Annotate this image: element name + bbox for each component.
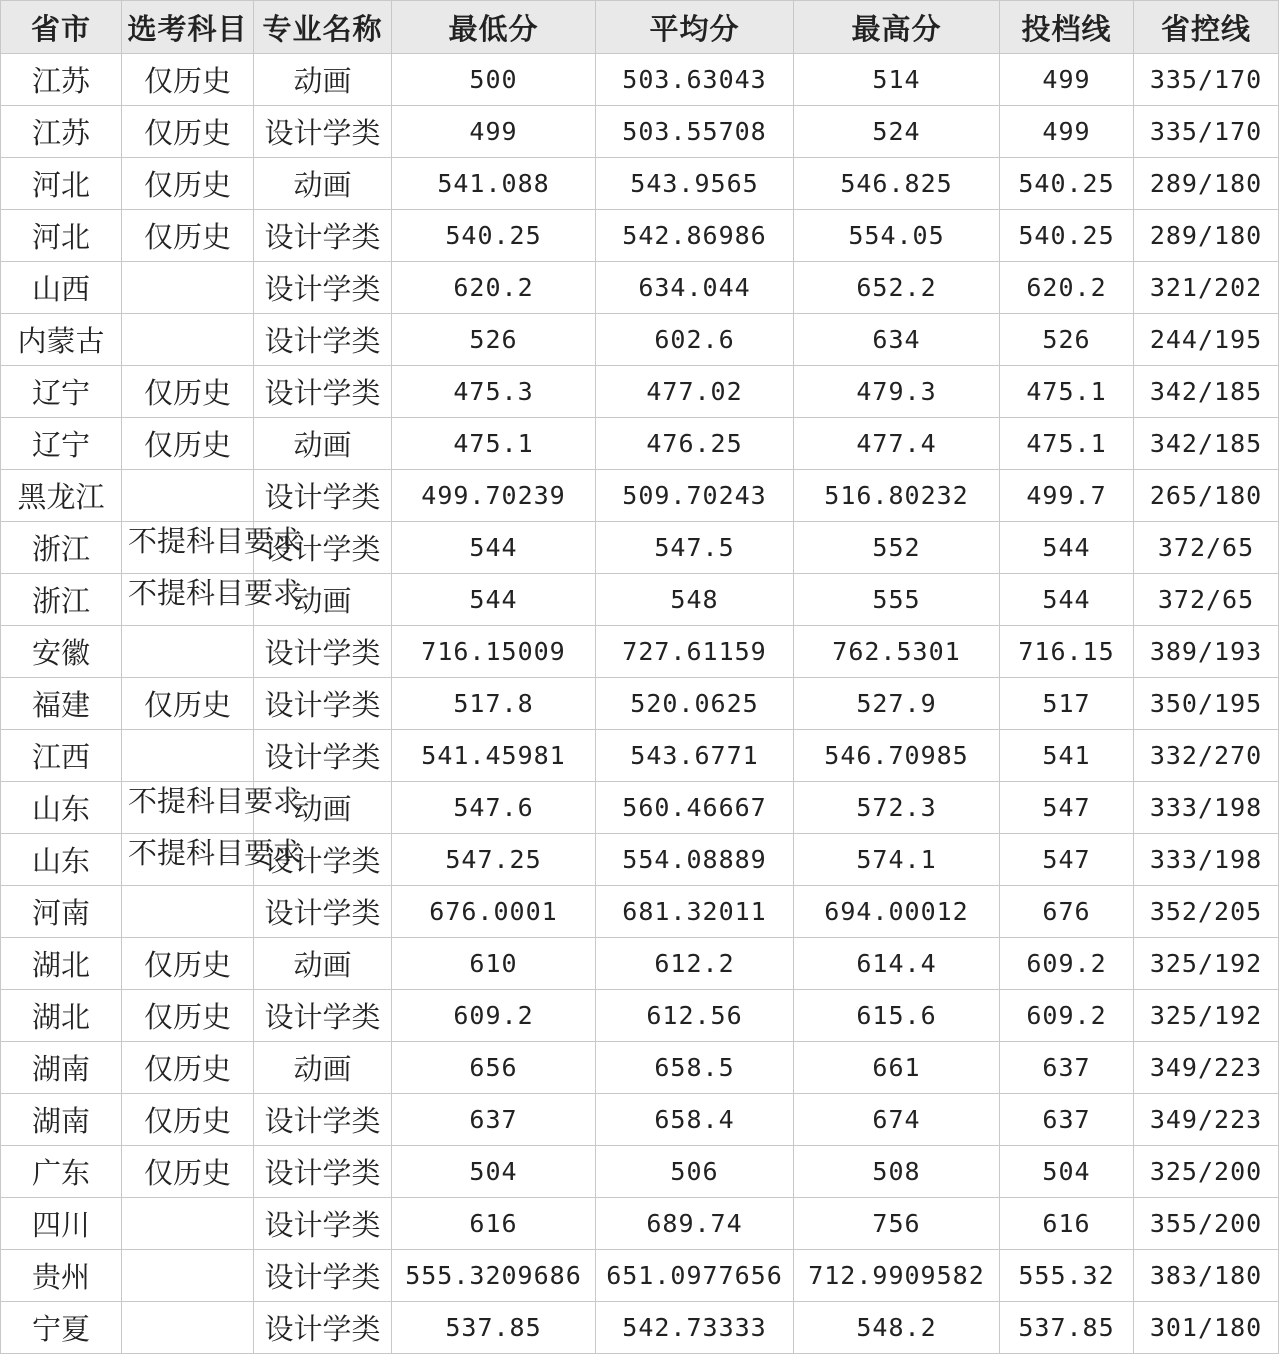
cell-province: 宁夏 — [1, 1302, 122, 1354]
cell-subject: 仅历史 — [122, 106, 254, 158]
cell-avg-score: 548 — [596, 574, 794, 626]
cell-major: 动画 — [254, 574, 392, 626]
cell-province: 广东 — [1, 1146, 122, 1198]
cell-control-line: 349/223 — [1134, 1094, 1279, 1146]
cell-control-line: 332/270 — [1134, 730, 1279, 782]
cell-subject — [122, 1250, 254, 1302]
cell-cutoff-line: 499 — [1000, 54, 1134, 106]
cell-cutoff-line: 541 — [1000, 730, 1134, 782]
cell-major: 动画 — [254, 782, 392, 834]
cell-province: 山东 — [1, 782, 122, 834]
cell-max-score: 614.4 — [794, 938, 1000, 990]
cell-province: 山东 — [1, 834, 122, 886]
cell-control-line: 383/180 — [1134, 1250, 1279, 1302]
cell-max-score: 674 — [794, 1094, 1000, 1146]
cell-major: 设计学类 — [254, 834, 392, 886]
cell-subject: 仅历史 — [122, 210, 254, 262]
cell-province: 河南 — [1, 886, 122, 938]
cell-subject — [122, 314, 254, 366]
cell-major: 设计学类 — [254, 990, 392, 1042]
header-row — [1, 1, 1279, 54]
cell-cutoff-line: 620.2 — [1000, 262, 1134, 314]
table-row — [1, 106, 1279, 158]
cell-subject: 仅历史 — [122, 678, 254, 730]
cell-major: 设计学类 — [254, 626, 392, 678]
cell-max-score: 712.9909582 — [794, 1250, 1000, 1302]
cell-major: 设计学类 — [254, 366, 392, 418]
cell-max-score: 574.1 — [794, 834, 1000, 886]
cell-min-score: 526 — [392, 314, 596, 366]
cell-avg-score: 542.86986 — [596, 210, 794, 262]
cell-min-score: 537.85 — [392, 1302, 596, 1354]
cell-avg-score: 612.2 — [596, 938, 794, 990]
cell-control-line: 352/205 — [1134, 886, 1279, 938]
cell-major: 设计学类 — [254, 886, 392, 938]
cell-major: 动画 — [254, 938, 392, 990]
table-row — [1, 158, 1279, 210]
cell-control-line: 389/193 — [1134, 626, 1279, 678]
cell-cutoff-line: 609.2 — [1000, 990, 1134, 1042]
cell-avg-score: 477.02 — [596, 366, 794, 418]
cell-avg-score: 520.0625 — [596, 678, 794, 730]
cell-avg-score: 658.4 — [596, 1094, 794, 1146]
cell-subject: 仅历史 — [122, 158, 254, 210]
cell-max-score: 762.5301 — [794, 626, 1000, 678]
cell-subject-text: 不提科目要求 — [128, 836, 303, 870]
table-row — [1, 1302, 1279, 1354]
cell-cutoff-line: 475.1 — [1000, 418, 1134, 470]
cell-max-score: 634 — [794, 314, 1000, 366]
cell-control-line: 325/200 — [1134, 1146, 1279, 1198]
cell-subject-text: 不提科目要求 — [128, 576, 303, 610]
cell-control-line: 349/223 — [1134, 1042, 1279, 1094]
cell-province: 浙江 — [1, 574, 122, 626]
cell-subject: 仅历史 — [122, 1094, 254, 1146]
cell-major: 设计学类 — [254, 522, 392, 574]
cell-control-line: 321/202 — [1134, 262, 1279, 314]
cell-subject: 仅历史 — [122, 366, 254, 418]
cell-province: 山西 — [1, 262, 122, 314]
cell-cutoff-line: 547 — [1000, 782, 1134, 834]
cell-subject — [122, 886, 254, 938]
cell-province: 江西 — [1, 730, 122, 782]
cell-province: 四川 — [1, 1198, 122, 1250]
cell-subject — [122, 522, 303, 574]
cell-control-line: 335/170 — [1134, 106, 1279, 158]
cell-major: 设计学类 — [254, 314, 392, 366]
cell-cutoff-line: 637 — [1000, 1094, 1134, 1146]
cell-cutoff-line: 637 — [1000, 1042, 1134, 1094]
cell-min-score: 609.2 — [392, 990, 596, 1042]
cell-control-line: 333/198 — [1134, 834, 1279, 886]
cell-control-line: 342/185 — [1134, 418, 1279, 470]
cell-avg-score: 542.73333 — [596, 1302, 794, 1354]
header-min-score: 最低分 — [392, 1, 596, 54]
cell-max-score: 572.3 — [794, 782, 1000, 834]
cell-major: 设计学类 — [254, 1198, 392, 1250]
cell-province: 湖北 — [1, 938, 122, 990]
cell-cutoff-line: 517 — [1000, 678, 1134, 730]
table-row — [1, 418, 1279, 470]
cell-control-line: 244/195 — [1134, 314, 1279, 366]
cell-min-score: 499.70239 — [392, 470, 596, 522]
cell-province: 福建 — [1, 678, 122, 730]
header-subject: 选考科目 — [122, 1, 254, 54]
cell-major: 动画 — [254, 54, 392, 106]
cell-province: 湖南 — [1, 1094, 122, 1146]
cell-avg-score: 506 — [596, 1146, 794, 1198]
cell-cutoff-line: 716.15 — [1000, 626, 1134, 678]
cell-province: 浙江 — [1, 522, 122, 574]
cell-max-score: 554.05 — [794, 210, 1000, 262]
cell-subject-text: 不提科目要求 — [128, 524, 303, 558]
cell-major: 设计学类 — [254, 730, 392, 782]
cell-major: 设计学类 — [254, 1250, 392, 1302]
cell-avg-score: 543.9565 — [596, 158, 794, 210]
cell-subject: 仅历史 — [122, 418, 254, 470]
cell-min-score: 555.3209686 — [392, 1250, 596, 1302]
cell-avg-score: 476.25 — [596, 418, 794, 470]
table-row — [1, 938, 1279, 990]
cell-major: 设计学类 — [254, 106, 392, 158]
table-row — [1, 314, 1279, 366]
table-row — [1, 730, 1279, 782]
cell-subject: 仅历史 — [122, 1146, 254, 1198]
cell-max-score: 524 — [794, 106, 1000, 158]
cell-subject — [122, 834, 303, 886]
cell-control-line: 289/180 — [1134, 158, 1279, 210]
cell-control-line: 355/200 — [1134, 1198, 1279, 1250]
cell-min-score: 504 — [392, 1146, 596, 1198]
cell-control-line: 342/185 — [1134, 366, 1279, 418]
cell-subject: 仅历史 — [122, 54, 254, 106]
cell-max-score: 527.9 — [794, 678, 1000, 730]
cell-max-score: 555 — [794, 574, 1000, 626]
table-row — [1, 262, 1279, 314]
cell-avg-score: 681.32011 — [596, 886, 794, 938]
cell-cutoff-line: 537.85 — [1000, 1302, 1134, 1354]
cell-max-score: 552 — [794, 522, 1000, 574]
cell-cutoff-line: 555.32 — [1000, 1250, 1134, 1302]
cell-min-score: 676.0001 — [392, 886, 596, 938]
cell-max-score: 477.4 — [794, 418, 1000, 470]
cell-province: 江苏 — [1, 54, 122, 106]
cell-avg-score: 602.6 — [596, 314, 794, 366]
cell-subject — [122, 782, 303, 834]
cell-avg-score: 547.5 — [596, 522, 794, 574]
cell-control-line: 372/65 — [1134, 522, 1279, 574]
cell-major: 设计学类 — [254, 1302, 392, 1354]
cell-max-score: 479.3 — [794, 366, 1000, 418]
cell-min-score: 610 — [392, 938, 596, 990]
cell-major: 动画 — [254, 158, 392, 210]
cell-max-score: 694.00012 — [794, 886, 1000, 938]
cell-min-score: 544 — [392, 574, 596, 626]
cell-subject — [122, 1198, 254, 1250]
cell-control-line: 372/65 — [1134, 574, 1279, 626]
cell-major: 设计学类 — [254, 262, 392, 314]
cell-subject: 仅历史 — [122, 938, 254, 990]
table-row — [1, 1146, 1279, 1198]
table-row — [1, 366, 1279, 418]
cell-cutoff-line: 499 — [1000, 106, 1134, 158]
cell-max-score: 516.80232 — [794, 470, 1000, 522]
cell-province: 辽宁 — [1, 418, 122, 470]
cell-control-line: 325/192 — [1134, 990, 1279, 1042]
cell-cutoff-line: 544 — [1000, 522, 1134, 574]
cell-max-score: 652.2 — [794, 262, 1000, 314]
cell-min-score: 547.25 — [392, 834, 596, 886]
cell-cutoff-line: 499.7 — [1000, 470, 1134, 522]
cell-control-line: 333/198 — [1134, 782, 1279, 834]
table-row — [1, 1250, 1279, 1302]
cell-min-score: 500 — [392, 54, 596, 106]
cell-min-score: 547.6 — [392, 782, 596, 834]
cell-control-line: 265/180 — [1134, 470, 1279, 522]
cell-subject: 仅历史 — [122, 990, 254, 1042]
cell-province: 安徽 — [1, 626, 122, 678]
table-row — [1, 574, 1279, 626]
cell-max-score: 546.825 — [794, 158, 1000, 210]
cell-province: 辽宁 — [1, 366, 122, 418]
cell-cutoff-line: 540.25 — [1000, 158, 1134, 210]
cell-avg-score: 560.46667 — [596, 782, 794, 834]
cell-min-score: 541.45981 — [392, 730, 596, 782]
table-row — [1, 210, 1279, 262]
cell-cutoff-line: 544 — [1000, 574, 1134, 626]
cell-control-line: 301/180 — [1134, 1302, 1279, 1354]
cell-max-score: 756 — [794, 1198, 1000, 1250]
cell-subject — [122, 262, 254, 314]
cell-max-score: 546.70985 — [794, 730, 1000, 782]
header-province: 省市 — [1, 1, 122, 54]
cell-subject-text: 不提科目要求 — [128, 784, 303, 818]
cell-max-score: 661 — [794, 1042, 1000, 1094]
cell-province: 内蒙古 — [1, 314, 122, 366]
cell-control-line: 325/192 — [1134, 938, 1279, 990]
table-row — [1, 1198, 1279, 1250]
cell-avg-score: 634.044 — [596, 262, 794, 314]
cell-min-score: 475.3 — [392, 366, 596, 418]
cell-min-score: 637 — [392, 1094, 596, 1146]
cell-avg-score: 554.08889 — [596, 834, 794, 886]
cell-major: 设计学类 — [254, 1146, 392, 1198]
cell-min-score: 475.1 — [392, 418, 596, 470]
cell-subject — [122, 574, 303, 626]
cell-avg-score: 509.70243 — [596, 470, 794, 522]
cell-major: 设计学类 — [254, 210, 392, 262]
cell-cutoff-line: 540.25 — [1000, 210, 1134, 262]
cell-min-score: 656 — [392, 1042, 596, 1094]
cell-cutoff-line: 504 — [1000, 1146, 1134, 1198]
cell-min-score: 499 — [392, 106, 596, 158]
cell-cutoff-line: 609.2 — [1000, 938, 1134, 990]
cell-major: 设计学类 — [254, 678, 392, 730]
table-row — [1, 834, 1279, 886]
cell-avg-score: 503.55708 — [596, 106, 794, 158]
cell-control-line: 350/195 — [1134, 678, 1279, 730]
cell-min-score: 616 — [392, 1198, 596, 1250]
cell-avg-score: 503.63043 — [596, 54, 794, 106]
header-avg-score: 平均分 — [596, 1, 794, 54]
header-max-score: 最高分 — [794, 1, 1000, 54]
cell-major: 动画 — [254, 1042, 392, 1094]
cell-avg-score: 727.61159 — [596, 626, 794, 678]
cell-max-score: 548.2 — [794, 1302, 1000, 1354]
cell-max-score: 508 — [794, 1146, 1000, 1198]
cell-cutoff-line: 526 — [1000, 314, 1134, 366]
cell-subject — [122, 470, 254, 522]
cell-cutoff-line: 547 — [1000, 834, 1134, 886]
cell-province: 贵州 — [1, 1250, 122, 1302]
cell-max-score: 514 — [794, 54, 1000, 106]
table-row — [1, 990, 1279, 1042]
cell-major: 设计学类 — [254, 1094, 392, 1146]
cell-province: 江苏 — [1, 106, 122, 158]
cell-subject — [122, 1302, 254, 1354]
cell-avg-score: 658.5 — [596, 1042, 794, 1094]
table-header — [1, 1, 1279, 54]
cell-min-score: 540.25 — [392, 210, 596, 262]
cell-cutoff-line: 475.1 — [1000, 366, 1134, 418]
cell-control-line: 289/180 — [1134, 210, 1279, 262]
cell-province: 河北 — [1, 210, 122, 262]
header-control-line: 省控线 — [1134, 1, 1279, 54]
cell-min-score: 716.15009 — [392, 626, 596, 678]
cell-min-score: 544 — [392, 522, 596, 574]
cell-avg-score: 689.74 — [596, 1198, 794, 1250]
table-row — [1, 522, 1279, 574]
cell-major: 动画 — [254, 418, 392, 470]
table-row — [1, 626, 1279, 678]
header-cutoff-line: 投档线 — [1000, 1, 1134, 54]
table-body — [1, 54, 1279, 1354]
cell-min-score: 517.8 — [392, 678, 596, 730]
table-row — [1, 1042, 1279, 1094]
table-row — [1, 1094, 1279, 1146]
header-major: 专业名称 — [254, 1, 392, 54]
cell-avg-score: 651.0977656 — [596, 1250, 794, 1302]
cell-subject — [122, 730, 254, 782]
cell-max-score: 615.6 — [794, 990, 1000, 1042]
cell-province: 湖北 — [1, 990, 122, 1042]
cell-avg-score: 543.6771 — [596, 730, 794, 782]
cell-major: 设计学类 — [254, 470, 392, 522]
table-row — [1, 782, 1279, 834]
cell-cutoff-line: 616 — [1000, 1198, 1134, 1250]
table-row — [1, 678, 1279, 730]
table-row — [1, 470, 1279, 522]
table-row — [1, 54, 1279, 106]
cell-min-score: 541.088 — [392, 158, 596, 210]
cell-min-score: 620.2 — [392, 262, 596, 314]
cell-province: 黑龙江 — [1, 470, 122, 522]
cell-subject — [122, 626, 254, 678]
cell-avg-score: 612.56 — [596, 990, 794, 1042]
cell-province: 湖南 — [1, 1042, 122, 1094]
cell-cutoff-line: 676 — [1000, 886, 1134, 938]
cell-control-line: 335/170 — [1134, 54, 1279, 106]
table-row — [1, 886, 1279, 938]
cell-subject: 仅历史 — [122, 1042, 254, 1094]
cell-province: 河北 — [1, 158, 122, 210]
